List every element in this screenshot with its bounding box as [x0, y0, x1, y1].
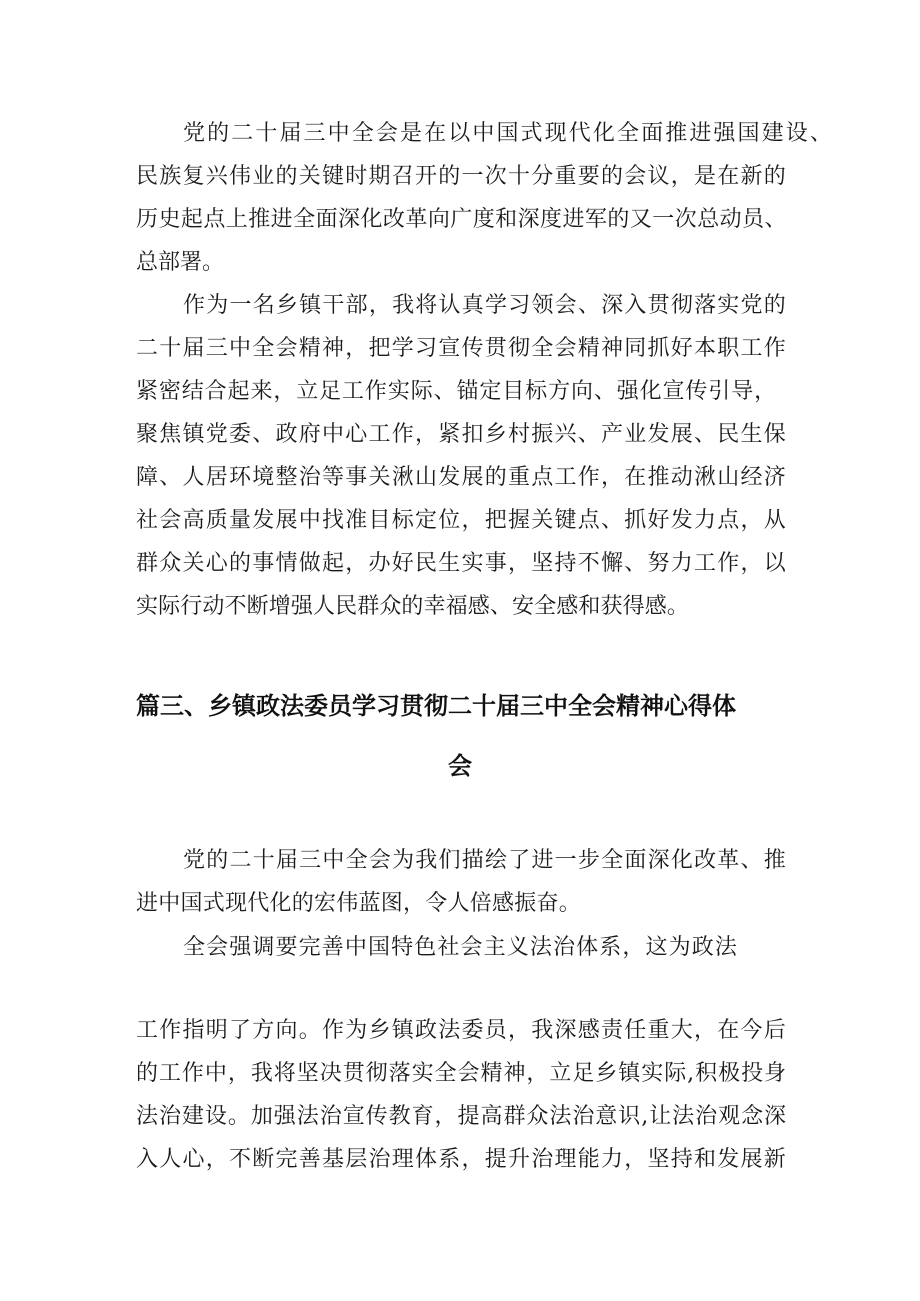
text-line: 进中国式现代化的宏伟蓝图，令人倍感振奋。	[136, 891, 581, 916]
text-line: 入人心，不断完善基层治理体系，提升治理能力，坚持和发展新	[136, 1147, 787, 1172]
text-line: 历史起点上推进全面深化改革向广度和深度进军的又一次总动员、	[136, 207, 787, 232]
section-title: 篇三、乡镇政法委员学习贯彻二十届三中全会精神心得体	[136, 692, 736, 720]
text-line: 全会强调要完善中国特色社会主义法治体系，这为政法	[183, 935, 738, 960]
text-line: 聚焦镇党委、政府中心工作，紧扣乡村振兴、产业发展、民生保	[136, 422, 787, 447]
text-line: 法治建设。加强法治宣传教育，提高群众法治意识,让法治观念深	[136, 1104, 787, 1129]
text-line: 社会高质量发展中找准目标定位，把握关键点、抓好发力点，从	[136, 508, 787, 533]
section-title-continued: 会	[448, 752, 472, 780]
text-line: 群众关心的事情做起，办好民生实事，坚持不懈、努力工作，以	[136, 551, 787, 576]
text-line: 紧密结合起来，立足工作实际、锚定目标方向、强化宣传引导，	[136, 379, 777, 404]
text-line: 的工作中，我将坚决贯彻落实全会精神，立足乡镇实际,积极投身	[136, 1061, 787, 1086]
text-line: 作为一名乡镇干部，我将认真学习领会、深入贯彻落实党的	[183, 293, 787, 318]
text-line: 工作指明了方向。作为乡镇政法委员，我深感责任重大，在今后	[136, 1018, 787, 1043]
text-line: 二十届三中全会精神，把学习宣传贯彻全会精神同抓好本职工作	[136, 336, 787, 361]
text-line: 障、人居环境整治等事关湫山发展的重点工作，在推动湫山经济	[136, 465, 787, 490]
text-line: 民族复兴伟业的关键时期召开的一次十分重要的会议，是在新的	[136, 164, 787, 189]
text-line: 党的二十届三中全会是在以中国式现代化全面推进强国建设、	[183, 121, 834, 146]
text-line: 实际行动不断增强人民群众的幸福感、安全感和获得感。	[136, 594, 689, 619]
text-line: 总部署。	[136, 250, 225, 275]
text-line: 党的二十届三中全会为我们描绘了进一步全面深化改革、推	[183, 848, 787, 873]
